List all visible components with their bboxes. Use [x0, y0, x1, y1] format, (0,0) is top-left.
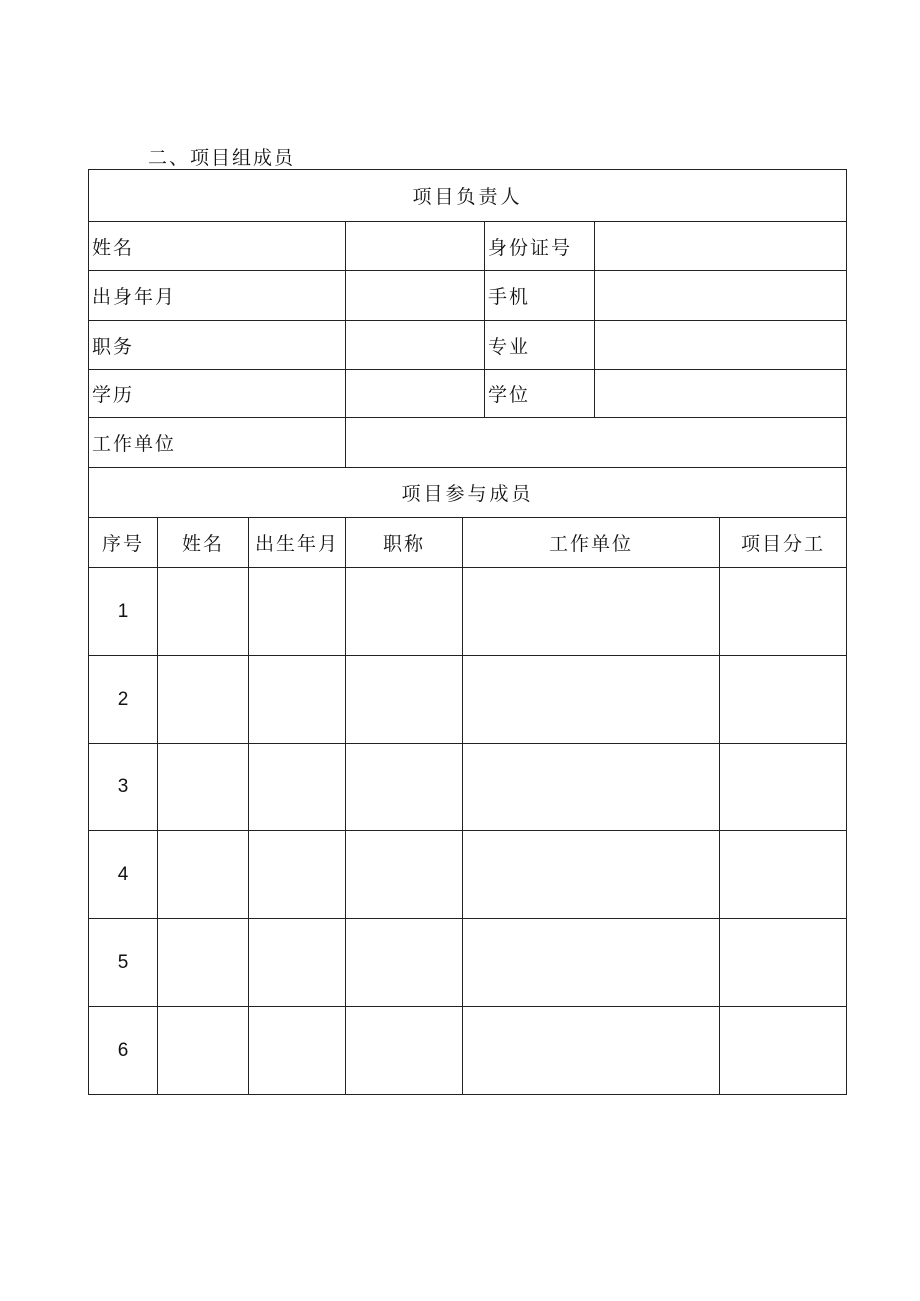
leader-row: [89, 321, 847, 370]
member-row: [89, 919, 847, 1007]
name-field[interactable]: [346, 222, 485, 271]
col-header-index: 序号: [89, 518, 158, 568]
member-row: [89, 831, 847, 919]
col-header-title: 职称: [346, 518, 463, 568]
phone-label: 手机: [485, 271, 595, 321]
degree-field[interactable]: [595, 370, 847, 418]
member-name-cell[interactable]: [158, 919, 249, 1007]
col-header-role: 项目分工: [720, 518, 847, 568]
member-name-cell[interactable]: [158, 831, 249, 919]
member-index: 3: [89, 744, 158, 831]
member-index: 1: [89, 568, 158, 656]
member-unit-cell[interactable]: [463, 1007, 720, 1095]
leader-heading: 项目负责人: [89, 170, 847, 222]
members-header-row: [89, 518, 847, 568]
member-row: [89, 744, 847, 831]
member-unit-cell[interactable]: [463, 831, 720, 919]
team-members-form: [88, 169, 847, 1095]
major-field[interactable]: [595, 321, 847, 370]
member-name-cell[interactable]: [158, 1007, 249, 1095]
member-birth-cell[interactable]: [249, 919, 346, 1007]
member-name-cell[interactable]: [158, 568, 249, 656]
leader-row: [89, 271, 847, 321]
member-unit-cell[interactable]: [463, 919, 720, 1007]
member-row: [89, 1007, 847, 1095]
work-unit-row: [89, 418, 847, 468]
col-header-birth: 出生年月: [249, 518, 346, 568]
birth-label: 出身年月: [89, 271, 346, 321]
position-field[interactable]: [346, 321, 485, 370]
phone-field[interactable]: [595, 271, 847, 321]
member-role-cell[interactable]: [720, 744, 847, 831]
member-name-cell[interactable]: [158, 744, 249, 831]
members-heading: 项目参与成员: [89, 468, 847, 518]
leader-row: [89, 222, 847, 271]
member-role-cell[interactable]: [720, 568, 847, 656]
member-index: 5: [89, 919, 158, 1007]
member-title-cell[interactable]: [346, 1007, 463, 1095]
member-title-cell[interactable]: [346, 568, 463, 656]
name-label: 姓名: [89, 222, 346, 271]
birth-field[interactable]: [346, 271, 485, 321]
member-role-cell[interactable]: [720, 1007, 847, 1095]
work-unit-field[interactable]: [346, 418, 847, 468]
member-role-cell[interactable]: [720, 831, 847, 919]
member-role-cell[interactable]: [720, 919, 847, 1007]
degree-label: 学位: [485, 370, 595, 418]
member-role-cell[interactable]: [720, 656, 847, 744]
member-birth-cell[interactable]: [249, 568, 346, 656]
member-row: [89, 568, 847, 656]
education-label: 学历: [89, 370, 346, 418]
id-number-label: 身份证号: [485, 222, 595, 271]
col-header-work-unit: 工作单位: [463, 518, 720, 568]
member-birth-cell[interactable]: [249, 656, 346, 744]
member-title-cell[interactable]: [346, 831, 463, 919]
education-field[interactable]: [346, 370, 485, 418]
member-title-cell[interactable]: [346, 656, 463, 744]
position-label: 职务: [89, 321, 346, 370]
member-index: 4: [89, 831, 158, 919]
member-unit-cell[interactable]: [463, 568, 720, 656]
col-header-name: 姓名: [158, 518, 249, 568]
member-birth-cell[interactable]: [249, 744, 346, 831]
major-label: 专业: [485, 321, 595, 370]
member-unit-cell[interactable]: [463, 744, 720, 831]
leader-row: [89, 370, 847, 418]
member-unit-cell[interactable]: [463, 656, 720, 744]
member-name-cell[interactable]: [158, 656, 249, 744]
member-index: 6: [89, 1007, 158, 1095]
member-row: [89, 656, 847, 744]
member-birth-cell[interactable]: [249, 831, 346, 919]
section-title: 二、项目组成员: [148, 147, 296, 169]
member-title-cell[interactable]: [346, 744, 463, 831]
member-title-cell[interactable]: [346, 919, 463, 1007]
member-birth-cell[interactable]: [249, 1007, 346, 1095]
id-number-field[interactable]: [595, 222, 847, 271]
work-unit-label: 工作单位: [89, 418, 346, 468]
member-index: 2: [89, 656, 158, 744]
